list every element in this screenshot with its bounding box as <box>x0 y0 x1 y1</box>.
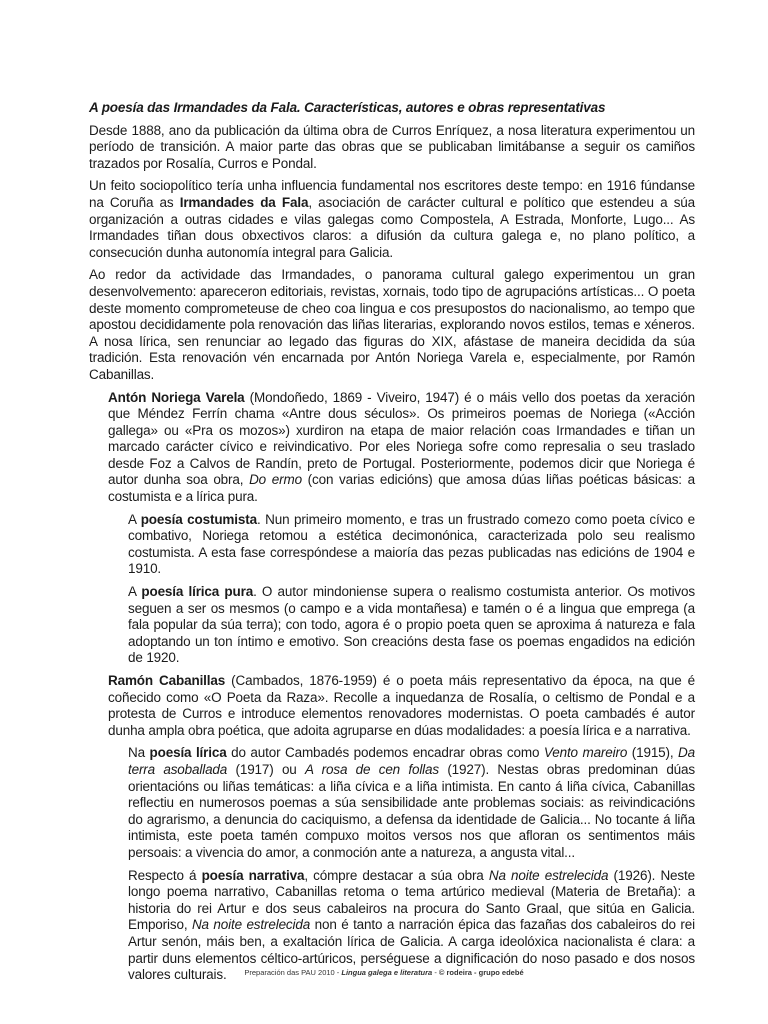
work-title: Na noite estrelecida <box>191 917 311 933</box>
term: poesía lírica pura <box>141 584 254 600</box>
work-title: Da terra asoballada <box>128 745 696 777</box>
text-span: (Mondoñedo, 1869 - Viveiro, 1947) é o máis vello dos poetas da xeración que Méndez Ferrín chama «Antre dous séculos». Os primeiros poemas de Noriega («Acción gallega» ou «Pra os mozos») xurdiron na etapa de maior relación coas Irmandades e tiñan un marcado carácter cívico e reivindicativo. Por eles Noriega sofre como represalia o seu traslado desde Foz a Calvos de Randín, preto de Portugal. Posteriormente, podemos dicir que Noriega é autor dunha soa obra, <box>108 389 695 488</box>
work-title: A rosa de cen follas <box>305 761 439 777</box>
work-title: Vento mareiro <box>543 745 628 761</box>
author-name: Antón Noriega Varela <box>108 389 245 405</box>
text-span: Respecto á <box>128 867 202 883</box>
text-span: A <box>128 584 142 600</box>
cabanillas-paragraph <box>108 673 695 739</box>
footer-publisher: © rodeira - grupo edebé <box>438 968 524 977</box>
text-span: Na <box>128 745 150 761</box>
author-name: Ramón Cabanillas <box>108 673 226 688</box>
text-span: . Nun primeiro momento, e tras un frustrado comezo como poeta cívico e combativo, Noriega retomou a estética decimonónica, caracterizada polo seu realismo costumista. A esta fase correspóndese a maioría das pezas publicadas nas edicións de 1904 e 1910. <box>128 511 695 577</box>
text-span: do autor Cambadés podemos encadrar obras como <box>226 745 544 761</box>
text-span: , asociación de carácter cultural e político que estendeu a súa organización a outras cidades e vilas galegas como Compostela, A Estrada, Monforte, Lugo... As Irmandades tiñan dous obxectivos claros: a difusión da cultura galega e, no plano político, a consecución dunha autonomía integral para Galicia. <box>89 194 696 260</box>
term: poesía costumista <box>140 511 257 527</box>
text-span: non é tanto a narración épica das fazañas dos cabaleiros do rei Artur senón, máis ben, a exaltación lírica de Galicia. A carga ideolóxica nacionalista é clara: a partir duns elementos céltico-artúricos, perséguese a dignificación do noso pasado e dos nosos valores culturais. <box>128 917 695 983</box>
text-span: A <box>128 511 141 527</box>
document-body <box>89 100 695 990</box>
lirica-pura-paragraph <box>128 584 695 667</box>
intro-paragraph: Desde 1888, ano da publicación da última obra de Curros Enríquez, a nosa literatura experimentou un período de transición. A maior parte das obras que se publicaban limitábanse a seguir os camiños trazados por Rosalía, Curros e Pondal. <box>89 122 695 171</box>
text-span: (1915), <box>627 745 679 761</box>
text-span: . O autor mindoniense supera o realismo costumista anterior. Os motivos seguen a ser os mesmos (o campo e a vida montañesa) e tamén o é a lingua que emprega (a fala popular da súa terra); con todo, agora é o propio poeta quen se aproxima á natureza e fala adoptando un ton íntimo e emotivo. Son creacións desta fase os poemas engadidos na edición de 1920. <box>128 584 695 666</box>
text-span: , cómpre destacar a súa obra <box>304 867 489 883</box>
panorama-paragraph: Ao redor da actividade das Irmandades, o panorama cultural galego experimentou un gran desenvolvemento: apareceron editoriais, revistas, xornais, todo tipo de agrupacións artísticas... O poeta deste momento comprometeuse de cheo coa lingua e cos presupostos do nacionalismo, ao tempo que apostou decididamente pola renovación das liñas literarias, explorando novos estilos, temas e xéneros. A nosa lírica, sen renunciar ao legado das figuras do XIX, afástase de maneira decidida da súa tradición. Esta renovación vén encarnada por Antón Noriega Varela e, especialmente, por Ramón Cabanillas. <box>89 267 695 382</box>
text-span: (1927). Nestas obras predominan dúas orientacións ou liñas temáticas: a liña cívica e a liña intimista. En canto á liña cívica, Cabanillas reflectiu en numerosos poemas a súa sensibilidade ante problemas sociais: as reivindicacións do agrarismo, a denuncia do caciquismo, a defensa da identidade de Galicia... No tocante á liña intimista, este poeta tamén compuxo moitos versos nos que afloran os sentimentos máis persoais: a vivencia do amor, a conmoción ante a natureza, a angusta vital... <box>128 761 695 860</box>
text-span: Un feito sociopolítico tería unha influencia fundamental nos escritores deste tempo: en 1916 fúndanse na Coruña as <box>89 178 695 210</box>
section-title: A poesía das Irmandades da Fala. Características, autores e obras representativas <box>89 100 606 115</box>
irmandades-paragraph <box>89 178 695 261</box>
text-span: (1926). Neste longo poema narrativo, Cabanillas retoma o tema artúrico medieval (Materia de Bretaña): a historia do rei Artur e dos seus cabaleiros na procura do Santo Graal, que sitúa en Galicia. Emporiso, <box>128 867 695 933</box>
costumista-paragraph <box>128 512 695 578</box>
term: poesía lírica <box>149 745 227 761</box>
noriega-paragraph <box>108 390 695 506</box>
narrativa-paragraph <box>128 868 695 984</box>
term: poesía narrativa <box>201 867 305 883</box>
footer-prefix: Preparación das PAU 2010 - <box>244 968 342 977</box>
footer-subject: Lingua galega e literatura <box>341 968 433 977</box>
text-span: (1917) ou <box>227 761 305 777</box>
irmandades-term: Irmandades da Fala <box>179 194 309 210</box>
text-span: (con varias edicións) que amosa dúas liñas poéticas básicas: a costumista e a lírica pura. <box>108 472 695 505</box>
lirica-paragraph <box>128 745 695 861</box>
work-title: Na noite estrelecida <box>488 867 609 883</box>
text-span: (Cambados, 1876-1959) é o poeta máis representativo da época, na que é coñecido como «O Poeta da Raza». Recolle a inquedanza de Rosalía, o celtismo de Pondal e a protesta de Curros e introduce elementos renovadores modernistas. O poeta cambadés é autor dunha ampla obra poética, que adoita agruparse en dúas modalidades: a poesía lírica e a narrativa. <box>108 673 695 738</box>
work-title: Do ermo <box>249 472 302 488</box>
page-footer <box>0 968 768 977</box>
footer-separator: - <box>432 968 439 977</box>
